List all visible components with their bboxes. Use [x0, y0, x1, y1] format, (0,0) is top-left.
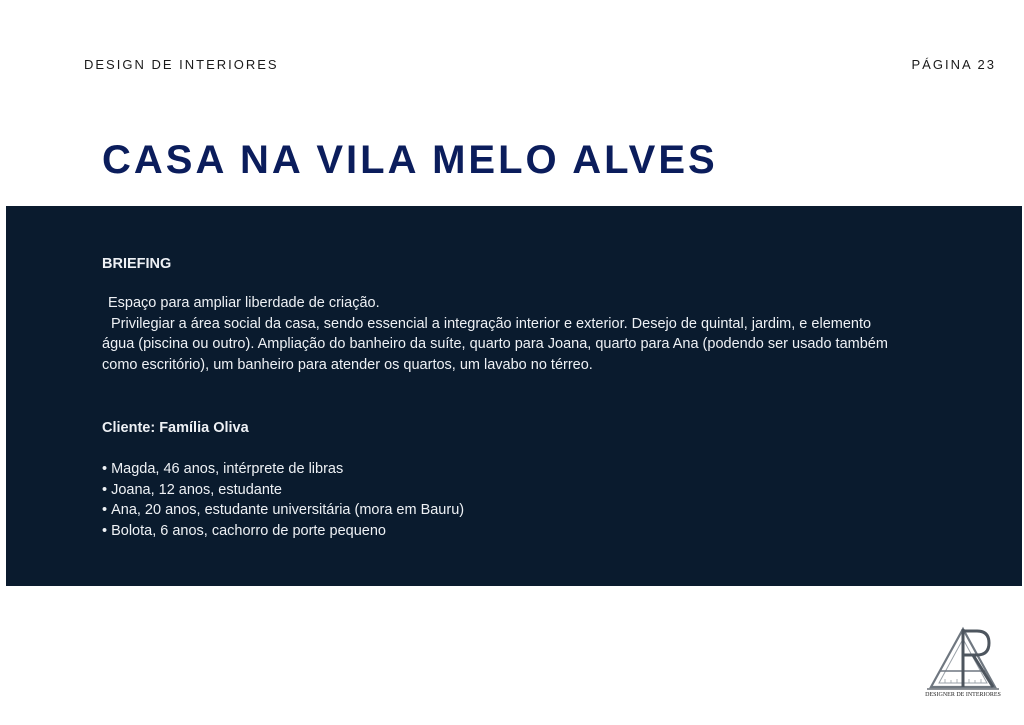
briefing-heading: BRIEFING — [102, 256, 172, 272]
page-number: PÁGINA 23 — [911, 57, 996, 72]
client-members-list — [102, 459, 892, 541]
list-item: • Bolota, 6 anos, cachorro de porte pequeno — [102, 521, 892, 542]
list-item: • Magda, 46 anos, intérprete de libras — [102, 459, 892, 480]
list-item: • Joana, 12 anos, estudante — [102, 480, 892, 501]
client-heading: Cliente: Família Oliva — [102, 420, 249, 436]
briefing-paragraph: Privilegiar a área social da casa, sendo essencial a integração interior e exterior. Desejo de quintal, jardim, e elemento água (piscina ou outro). Ampliação do banheiro da suíte, quarto para Joana, quarto para Ana (podendo ser usado também como escritório), um banheiro para atender os quartos, um lavabo no térreo. — [102, 315, 888, 373]
logo — [925, 625, 1001, 707]
logo-caption: DESIGNER DE INTERIORES — [925, 692, 1001, 698]
list-item: • Ana, 20 anos, estudante universitária (mora em Bauru) — [102, 500, 892, 521]
page-title: CASA NA VILA MELO ALVES — [102, 138, 718, 182]
header-section-label: DESIGN DE INTERIORES — [84, 57, 279, 72]
briefing-panel — [6, 206, 1022, 586]
briefing-paragraph: Espaço para ampliar liberdade de criação. — [108, 295, 380, 311]
briefing-body — [102, 293, 892, 375]
ar-monogram-logo-icon — [925, 625, 1001, 691]
